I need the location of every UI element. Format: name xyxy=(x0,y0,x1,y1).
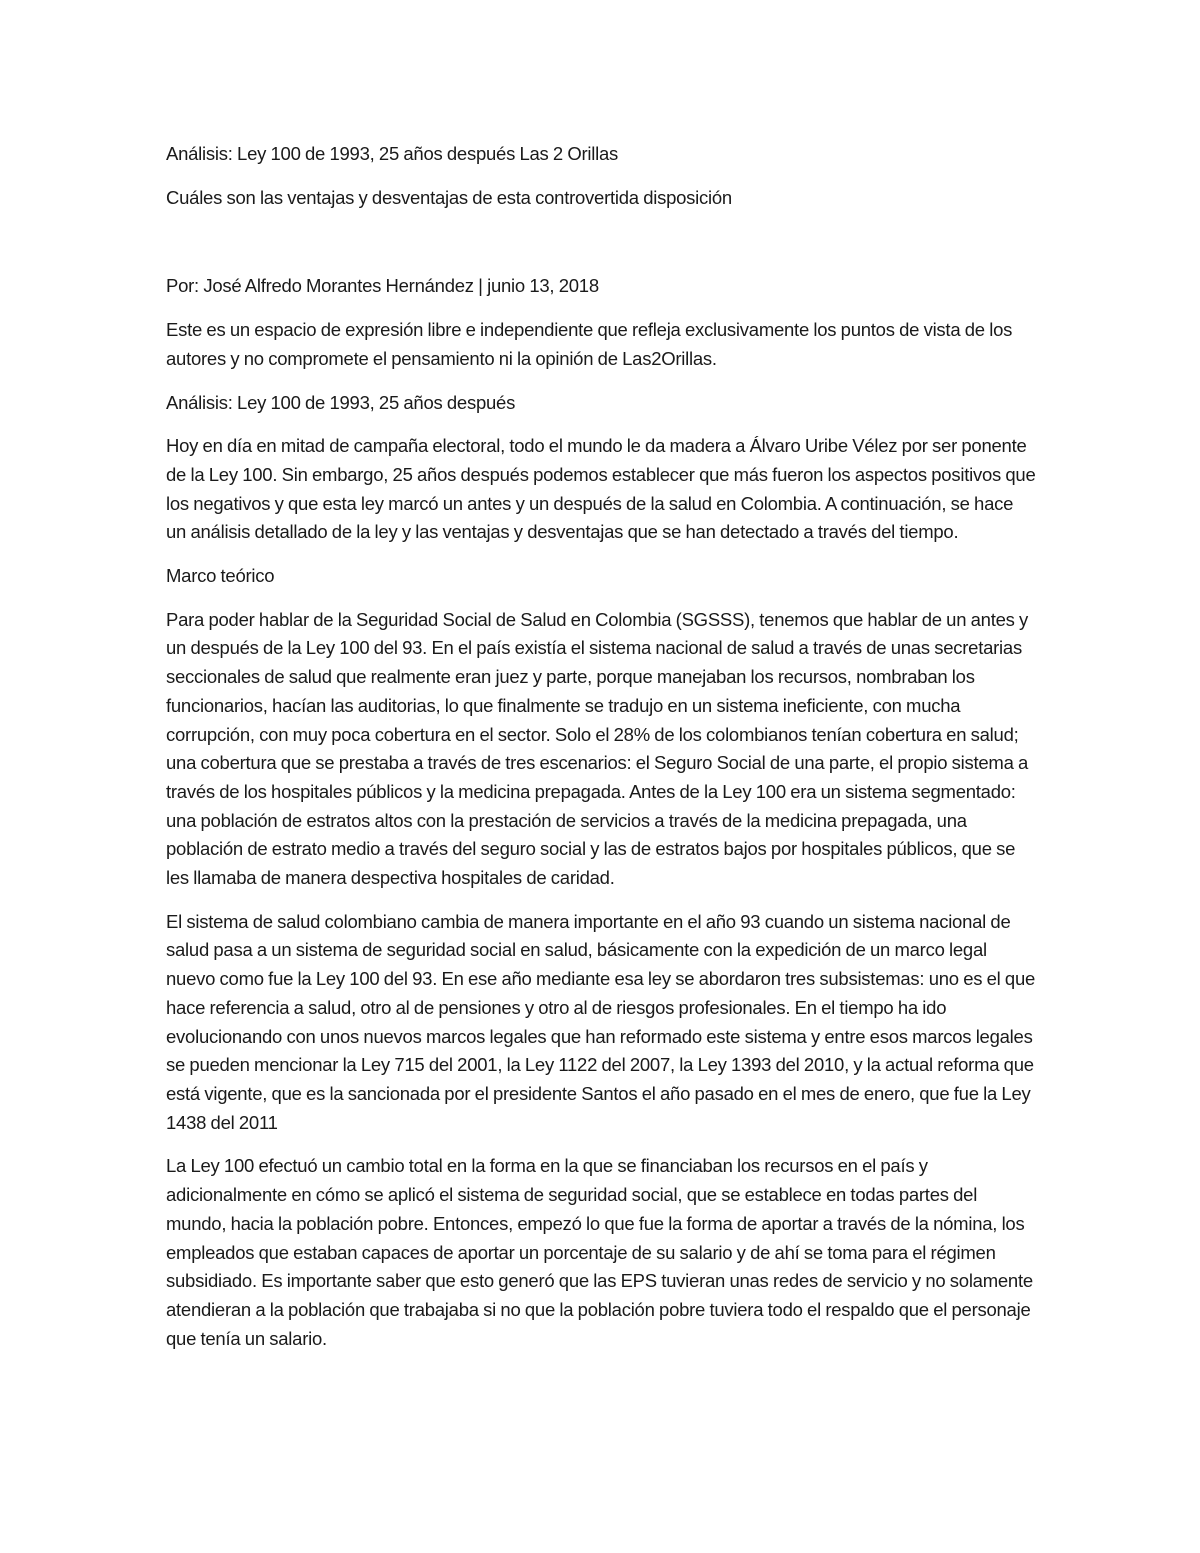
marco-teorico-heading: Marco teórico xyxy=(166,565,275,587)
section-heading: Análisis: Ley 100 de 1993, 25 años después xyxy=(166,391,516,413)
disclaimer-paragraph: Este es un espacio de expresión libre e independiente que refleja exclusivamente los puntos de vista de los autores y no compromete el pensamiento ni la opinión de Las2Orillas. xyxy=(166,319,1013,369)
document-title: Análisis: Ley 100 de 1993, 25 años después Las 2 Orillas xyxy=(166,143,619,164)
document-subtitle: Cuáles son las ventajas y desventajas de esta controvertida disposición xyxy=(166,186,732,208)
intro-paragraph: Hoy en día en mitad de campaña electoral, todo el mundo le da madera a Álvaro Uribe Vélez por ser ponente de la Ley 100. Sin embargo, 25 años después podemos establecer que más fueron los aspectos positivos que los negativos y que esta ley marcó un antes y un después de la salud en Colombia. A continuación, se hace un análisis detallado de la ley y las ventajas y desventajas que se han detectado a través del tiempo. xyxy=(166,435,1036,543)
byline: Por: José Alfredo Morantes Hernández | junio 13, 2018 xyxy=(166,275,599,297)
body-paragraph-1: Para poder hablar de la Seguridad Social de Salud en Colombia (SGSSS), tenemos que hablar de un antes y un después de la Ley 100 del 93. En el país existía el sistema nacional de salud a través de unas secretarias seccionales de salud que realmente eran juez y parte, porque manejaban los recursos, nombraban los funcionarios, hacían las auditorias, lo que finalmente se tradujo en un sistema ineficiente, con mucha corrupción, con muy poca cobertura en el sector. Solo el 28% de los colombianos tenían cobertura en salud; una cobertura que se prestaba a través de tres escenarios: el Seguro Social de una parte, el propio sistema a través de los hospitales públicos y la medicina prepagada. Antes de la Ley 100 era un sistema segmentado: una población de estratos altos con la prestación de servicios a través de la medicina prepagada, una población de estrato medio a través del seguro social y las de estratos bajos por hospitales públicos, que se les llamaba de manera despectiva hospitales de caridad. xyxy=(166,608,1029,889)
body-paragraph-3: La Ley 100 efectuó un cambio total en la forma en la que se financiaban los recursos en el país y adicionalmente en cómo se aplicó el sistema de seguridad social, que se establece en todas partes del mundo, hacia la población pobre. Entonces, empezó lo que fue la forma de aportar a través de la nómina, los empleados que estaban capaces de aportar un porcentaje de su salario y de ahí se toma para el régimen subsidiado. Es importante saber que esto generó que las EPS tuvieran unas redes de servicio y no solamente atendieran a la población que trabajaba si no que la población pobre tuviera todo el respaldo que el personaje que tenía un salario. xyxy=(166,1155,1033,1349)
document-body xyxy=(166,140,1036,1368)
body-paragraph-2: El sistema de salud colombiano cambia de manera importante en el año 93 cuando un sistema nacional de salud pasa a un sistema de seguridad social en salud, básicamente con la expedición de un marco legal nuevo como fue la Ley 100 del 93. En ese año mediante esa ley se abordaron tres subsistemas: uno es el que hace referencia a salud, otro al de pensiones y otro al de riesgos profesionales. En el tiempo ha ido evolucionando con unos nuevos marcos legales que han reformado este sistema y entre esos marcos legales se pueden mencionar la Ley 715 del 2001, la Ley 1122 del 2007, la Ley 1393 del 2010, y la actual reforma que está vigente, que es la sancionada por el presidente Santos el año pasado en el mes de enero, que fue la Ley 1438 del 2011 xyxy=(166,910,1036,1133)
